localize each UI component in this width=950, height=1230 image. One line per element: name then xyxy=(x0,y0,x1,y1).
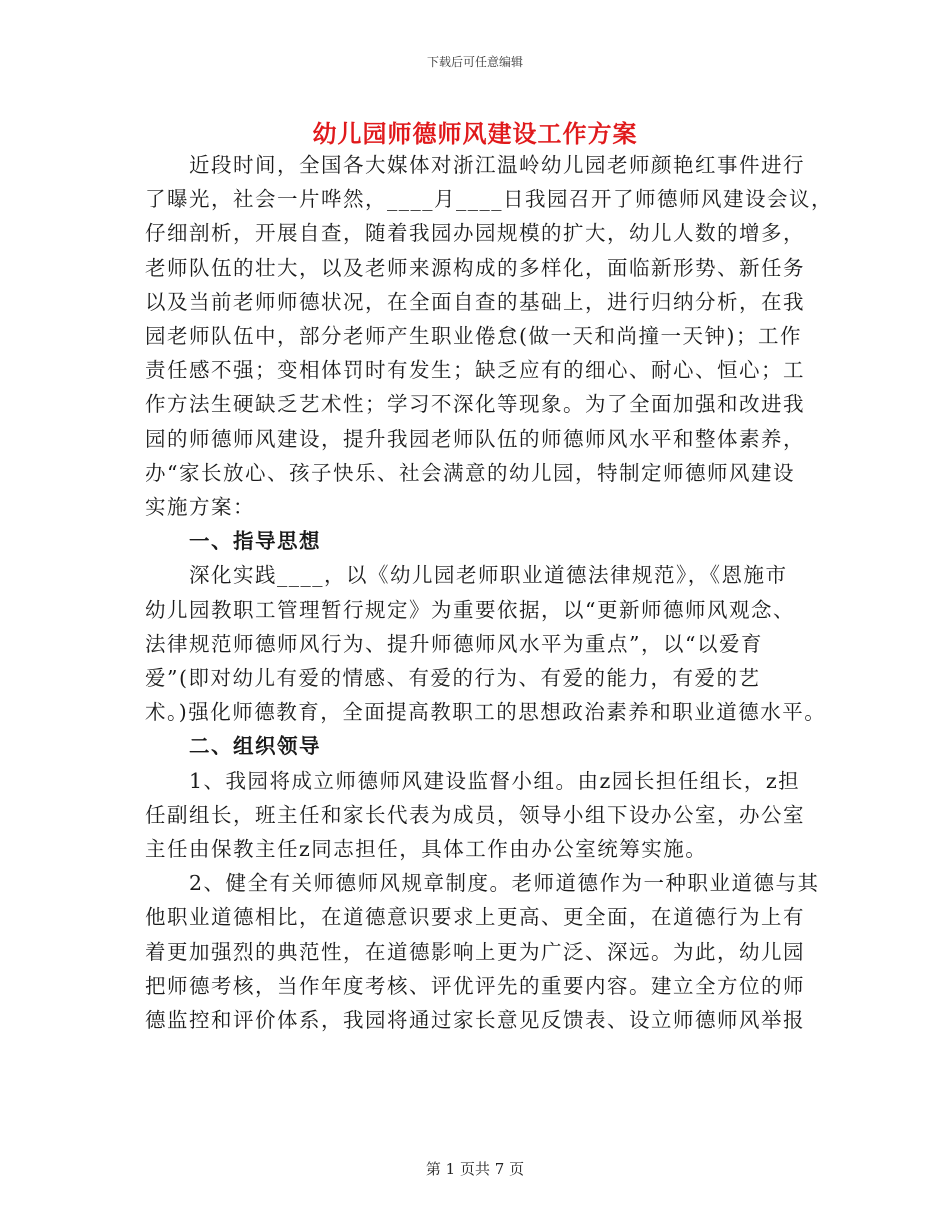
document-body xyxy=(145,148,833,1037)
paragraph-line: 他职业道德相比，在道德意识要求上更高、更全面，在道德行为上有 xyxy=(145,905,805,930)
paragraph-line: 深化实践____，以《幼儿园老师职业道德法律规范》，《恩施市 xyxy=(145,563,788,588)
section-heading: 一、指导思想 xyxy=(145,529,321,554)
paragraph-line: 实施方案： xyxy=(145,495,255,520)
paragraph-line: 办“家长放心、孩子快乐、社会满意的幼儿园，特制定师德师风建设 xyxy=(145,460,795,485)
paragraph-line: 德监控和评价体系，我园将通过家长意见反馈表、设立师德师风举报 xyxy=(145,1008,805,1033)
document-title: 幼儿园师德师风建设工作方案 xyxy=(312,120,638,148)
paragraph-line: 了曝光，社会一片哗然，____月____日我园召开了师德师风建设会议， xyxy=(145,187,833,212)
paragraph-line: 2、健全有关师德师风规章制度。老师道德作为一种职业道德与其 xyxy=(145,871,820,896)
paragraph-line: 园的师德师风建设，提升我园老师队伍的师德师风水平和整体素养， xyxy=(145,426,805,451)
header-note: 下载后可任意编辑 xyxy=(426,55,523,69)
paragraph-line: 以及当前老师师德状况，在全面自查的基础上，进行归纳分析，在我 xyxy=(145,289,805,314)
paragraph-line: 法律规范师德师风行为、提升师德师风水平为重点”，以“以爱育 xyxy=(145,631,763,656)
paragraph-line: 把师德考核，当作年度考核、评优评先的重要内容。建立全方位的师 xyxy=(145,973,805,998)
paragraph-line: 近段时间，全国各大媒体对浙江温岭幼儿园老师颜艳红事件进行 xyxy=(145,153,805,177)
paragraph-line: 幼儿园教职工管理暂行规定》为重要依据，以“更新师德师风观念、 xyxy=(145,597,795,622)
paragraph-line: 主任由保教主任z同志担任，具体工作由办公室统筹实施。 xyxy=(145,837,708,862)
paragraph-line: 责任感不强；变相体罚时有发生；缺乏应有的细心、耐心、恒心；工 xyxy=(145,358,805,383)
paragraph-line: 着更加强烈的典范性，在道德影响上更为广泛、深远。为此，幼儿园 xyxy=(145,939,805,964)
paragraph-line: 老师队伍的壮大，以及老师来源构成的多样化，面临新形势、新任务 xyxy=(145,255,805,280)
page-footer: 第 1 页共 7 页 xyxy=(425,1160,525,1178)
paragraph-line: 任副组长，班主任和家长代表为成员，领导小组下设办公室，办公室 xyxy=(145,802,805,827)
paragraph-line: 术。)强化师德教育，全面提高教职工的思想政治素养和职业道德水平。 xyxy=(145,700,827,725)
section-heading: 二、组织领导 xyxy=(145,734,321,759)
paragraph-line: 爱”(即对幼儿有爱的情感、有爱的行为、有爱的能力，有爱的艺 xyxy=(145,666,761,691)
paragraph-line: 1、我园将成立师德师风建设监督小组。由z园长担任组长，z担 xyxy=(145,768,801,793)
paragraph-line: 园老师队伍中，部分老师产生职业倦怠(做一天和尚撞一天钟)；工作 xyxy=(145,324,802,349)
paragraph-line: 仔细剖析，开展自查，随着我园办园规模的扩大，幼儿人数的增多， xyxy=(145,221,805,246)
paragraph-line: 作方法生硬缺乏艺术性；学习不深化等现象。为了全面加强和改进我 xyxy=(145,392,805,417)
